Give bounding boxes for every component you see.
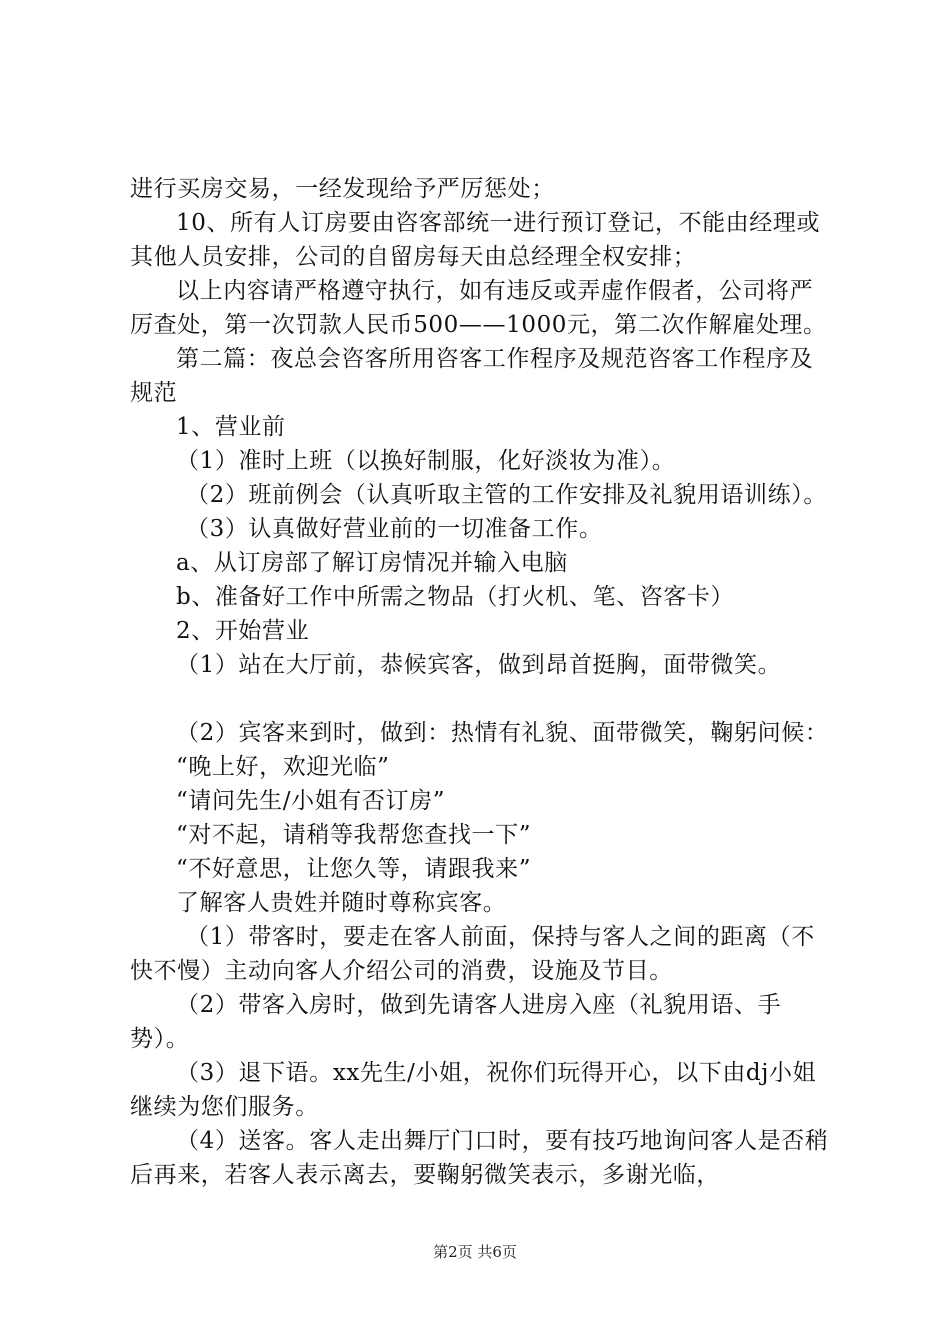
- section-heading: 第二篇：夜总会咨客所用咨客工作程序及规范咨客工作程序及规范: [130, 346, 814, 406]
- list-item: （2）宾客来到时，做到：热情有礼貌、面带微笑，鞠躬问候：: [176, 720, 829, 746]
- list-heading-before-business: 1、营业前: [176, 414, 286, 440]
- list-item: （3）退下语。xx先生/小姐，祝你们玩得开心，以下由dj小姐继续为您们服务。: [130, 1060, 817, 1120]
- list-item: （1）站在大厅前，恭候宾客，做到昂首挺胸，面带微笑。: [176, 652, 782, 678]
- list-item: （2）带客入房时，做到先请客人进房入座（礼貌用语、手势）。: [130, 992, 782, 1052]
- greeting-line: “请问先生/小姐有否订房”: [176, 788, 446, 814]
- list-item: （2）班前例会（认真听取主管的工作安排及礼貌用语训练）。: [186, 482, 827, 508]
- paragraph-1: 进行买房交易，一经发现给予严厉惩处；: [130, 176, 555, 202]
- list-item: （4）送客。客人走出舞厅门口时，要有技巧地询问客人是否稍后再来，若客人表示离去，要鞠躬微笑表示，多谢光临，: [130, 1128, 829, 1188]
- greeting-line: “对不起，请稍等我帮您查找一下”: [176, 822, 532, 848]
- paragraph-2: 10、所有人订房要由咨客部统一进行预订登记，不能由经理或其他人员安排，公司的自留房每天由总经理全权安排；: [130, 210, 821, 270]
- list-item: （1）准时上班（以换好制服，化好淡妆为准）。: [176, 448, 676, 474]
- page-footer: 第2页 共6页: [433, 1243, 517, 1261]
- list-item: （3）认真做好营业前的一切准备工作。: [186, 516, 603, 542]
- list-item: b、准备好工作中所需之物品（打火机、笔、咨客卡）: [176, 584, 735, 610]
- greeting-line: “晚上好，欢迎光临”: [176, 754, 390, 780]
- greeting-line: “不好意思，让您久等，请跟我来”: [176, 856, 532, 882]
- list-heading-start-business: 2、开始营业: [176, 618, 310, 644]
- document-body: [130, 172, 830, 1192]
- paragraph-3: 以上内容请严格遵守执行，如有违反或弄虚作假者，公司将严厉查处，第一次罚款人民币500——1000元，第二次作解雇处理。: [130, 278, 827, 338]
- paragraph: 了解客人贵姓并随时尊称宾客。: [176, 890, 507, 916]
- list-item: （1）带客时，要走在客人前面，保持与客人之间的距离（不快不慢）主动向客人介绍公司的消费，设施及节目。: [130, 924, 815, 984]
- blank-line: [130, 682, 830, 716]
- list-item: a、从订房部了解订房情况并输入电脑: [176, 550, 568, 576]
